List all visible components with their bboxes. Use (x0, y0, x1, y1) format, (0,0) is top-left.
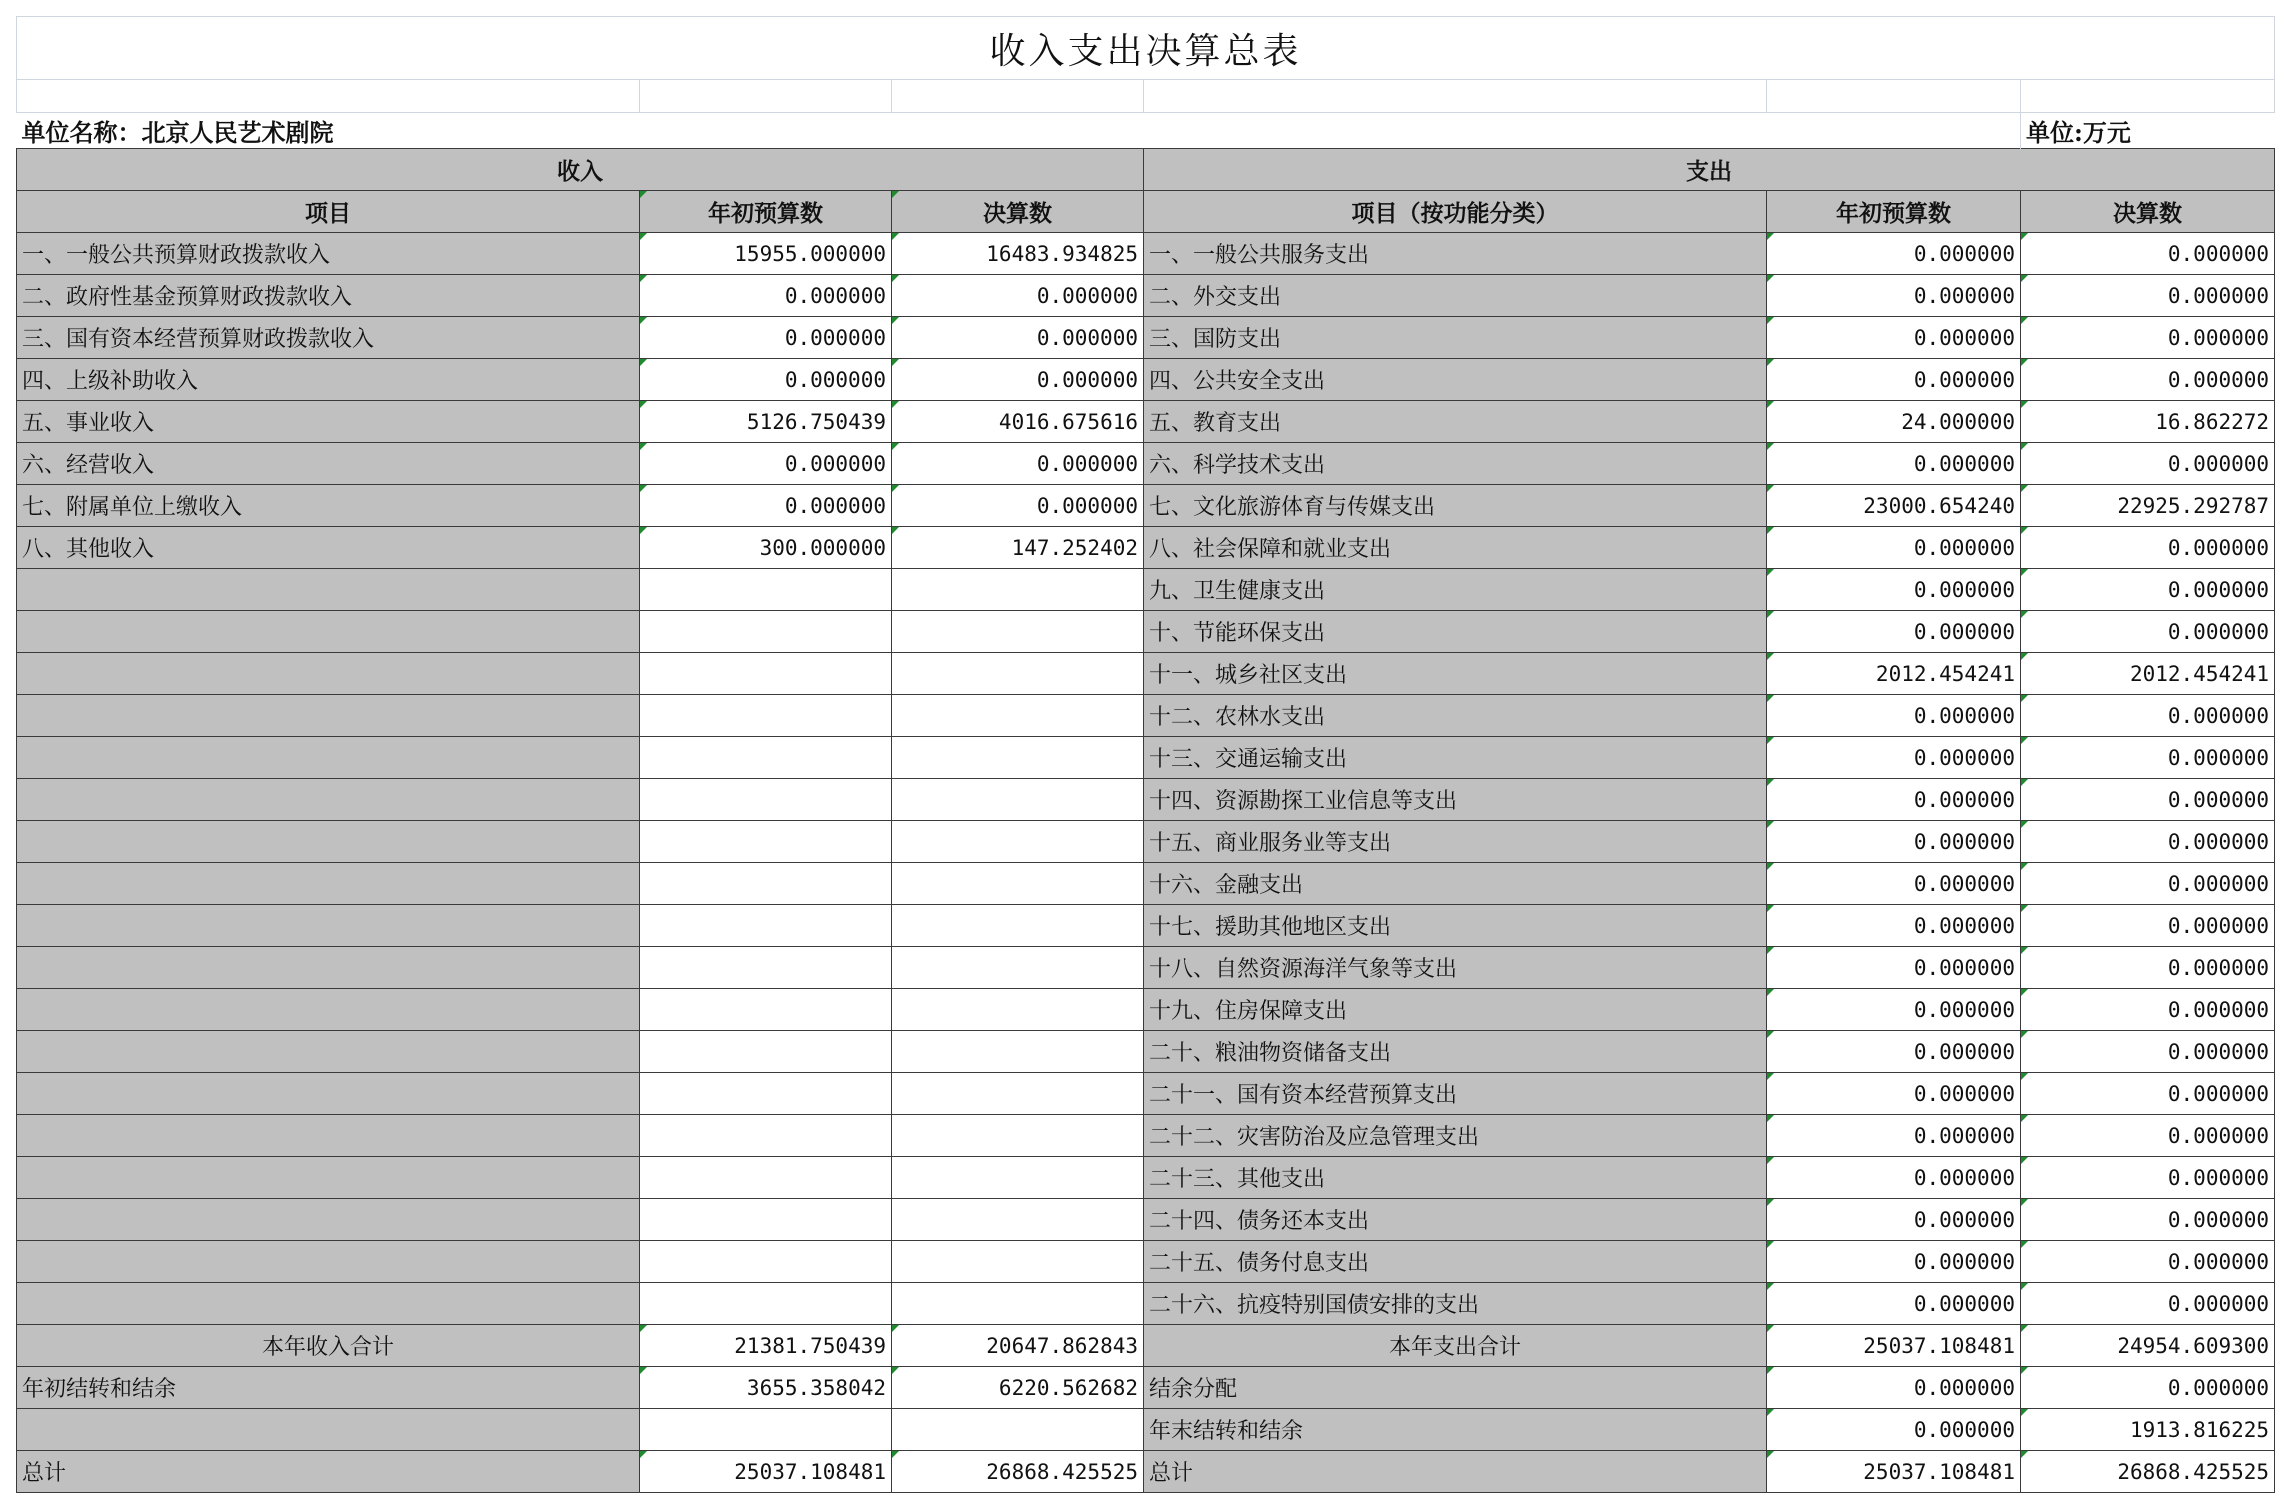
income-budget-cell[interactable] (640, 1115, 892, 1157)
expense-budget-cell[interactable]: 0.000000 (1767, 359, 2021, 401)
expense-final-cell[interactable]: 0.000000 (2021, 1199, 2275, 1241)
income-final-cell[interactable] (892, 863, 1144, 905)
table-row (17, 1241, 2275, 1283)
expense-summary-label[interactable]: 结余分配 (1144, 1367, 1767, 1409)
income-final-cell[interactable] (892, 905, 1144, 947)
income-item-cell[interactable]: 一、一般公共预算财政拨款收入 (17, 233, 640, 275)
income-budget-cell[interactable]: 0.000000 (640, 275, 892, 317)
income-item-cell[interactable] (17, 569, 640, 611)
income-budget-cell[interactable] (640, 1199, 892, 1241)
income-item-cell[interactable] (17, 1199, 640, 1241)
income-item-cell[interactable] (17, 1157, 640, 1199)
expense-item-cell[interactable]: 十四、资源勘探工业信息等支出 (1144, 779, 1767, 821)
expense-summary-label[interactable]: 总计 (1144, 1451, 1767, 1493)
table-row (17, 695, 2275, 737)
expense-item-cell[interactable]: 二十二、灾害防治及应急管理支出 (1144, 1115, 1767, 1157)
expense-final-cell[interactable]: 0.000000 (2021, 233, 2275, 275)
expense-item-cell[interactable]: 十三、交通运输支出 (1144, 737, 1767, 779)
expense-budget-cell[interactable]: 0.000000 (1767, 1115, 2021, 1157)
table-row (17, 1031, 2275, 1073)
income-final-cell[interactable] (892, 1073, 1144, 1115)
table-row (17, 989, 2275, 1031)
expense-item-cell[interactable]: 二十六、抗疫特别国债安排的支出 (1144, 1283, 1767, 1325)
table-row (17, 359, 2275, 401)
summary-row (17, 1325, 2275, 1367)
expense-budget-cell[interactable]: 23000.654240 (1767, 485, 2021, 527)
expense-item-cell[interactable]: 五、教育支出 (1144, 401, 1767, 443)
expense-summary-budget[interactable]: 0.000000 (1767, 1367, 2021, 1409)
empty-cell[interactable] (640, 80, 892, 113)
income-budget-cell[interactable] (640, 1241, 892, 1283)
expense-budget-cell[interactable]: 0.000000 (1767, 821, 2021, 863)
income-final-cell[interactable] (892, 1157, 1144, 1199)
income-item-cell[interactable]: 六、经营收入 (17, 443, 640, 485)
expense-final-cell[interactable]: 16.862272 (2021, 401, 2275, 443)
income-item-cell[interactable]: 七、附属单位上缴收入 (17, 485, 640, 527)
empty-cell[interactable] (892, 80, 1144, 113)
expense-item-cell[interactable]: 三、国防支出 (1144, 317, 1767, 359)
income-item-cell[interactable] (17, 863, 640, 905)
expense-budget-cell[interactable]: 0.000000 (1767, 569, 2021, 611)
summary-row (17, 1409, 2275, 1451)
empty-cell[interactable] (1144, 80, 1767, 113)
table-row (17, 527, 2275, 569)
income-item-cell[interactable] (17, 947, 640, 989)
income-final-cell[interactable] (892, 1283, 1144, 1325)
expense-budget-cell[interactable]: 0.000000 (1767, 1199, 2021, 1241)
income-budget-cell[interactable] (640, 611, 892, 653)
income-section-header: 收入 (17, 149, 1144, 191)
income-budget-header: 年初预算数 (640, 191, 892, 233)
table-row (17, 569, 2275, 611)
expense-budget-cell[interactable]: 0.000000 (1767, 1157, 2021, 1199)
income-budget-cell[interactable] (640, 989, 892, 1031)
income-final-cell[interactable] (892, 653, 1144, 695)
expense-final-cell[interactable]: 0.000000 (2021, 989, 2275, 1031)
expense-budget-cell[interactable]: 0.000000 (1767, 317, 2021, 359)
expense-item-header: 项目（按功能分类） (1144, 191, 1767, 233)
income-budget-cell[interactable] (640, 1073, 892, 1115)
income-budget-cell[interactable]: 5126.750439 (640, 401, 892, 443)
unit-name: 单位名称：北京人民艺术剧院 (21, 118, 334, 147)
income-budget-cell[interactable] (640, 1283, 892, 1325)
income-item-cell[interactable] (17, 989, 640, 1031)
table-row (17, 401, 2275, 443)
income-final-cell[interactable] (892, 737, 1144, 779)
income-budget-cell[interactable]: 0.000000 (640, 443, 892, 485)
expense-budget-cell[interactable]: 0.000000 (1767, 989, 2021, 1031)
income-final-cell[interactable] (892, 779, 1144, 821)
income-summary-budget[interactable] (640, 1409, 892, 1451)
expense-item-cell[interactable]: 四、公共安全支出 (1144, 359, 1767, 401)
income-final-cell[interactable] (892, 821, 1144, 863)
income-budget-cell[interactable]: 0.000000 (640, 317, 892, 359)
income-item-cell[interactable] (17, 1073, 640, 1115)
income-final-cell[interactable]: 4016.675616 (892, 401, 1144, 443)
expense-final-cell[interactable]: 0.000000 (2021, 611, 2275, 653)
income-budget-cell[interactable]: 15955.000000 (640, 233, 892, 275)
income-budget-cell[interactable] (640, 1031, 892, 1073)
income-budget-cell[interactable]: 300.000000 (640, 527, 892, 569)
expense-budget-cell[interactable]: 0.000000 (1767, 947, 2021, 989)
expense-item-cell[interactable]: 二十一、国有资本经营预算支出 (1144, 1073, 1767, 1115)
income-budget-cell[interactable] (640, 905, 892, 947)
expense-final-cell[interactable]: 0.000000 (2021, 1283, 2275, 1325)
budget-table (16, 16, 2275, 1493)
income-summary-label[interactable] (17, 1409, 640, 1451)
expense-final-cell[interactable]: 22925.292787 (2021, 485, 2275, 527)
income-final-cell[interactable]: 0.000000 (892, 317, 1144, 359)
table-row (17, 653, 2275, 695)
income-summary-final[interactable]: 26868.425525 (892, 1451, 1144, 1493)
expense-budget-cell[interactable]: 0.000000 (1767, 527, 2021, 569)
expense-budget-header: 年初预算数 (1767, 191, 2021, 233)
expense-final-cell[interactable]: 0.000000 (2021, 947, 2275, 989)
expense-budget-cell[interactable]: 0.000000 (1767, 233, 2021, 275)
empty-cell[interactable] (2021, 80, 2275, 113)
table-row (17, 317, 2275, 359)
income-budget-cell[interactable] (640, 1157, 892, 1199)
expense-budget-cell[interactable]: 0.000000 (1767, 443, 2021, 485)
income-item-cell[interactable] (17, 1115, 640, 1157)
expense-summary-budget[interactable]: 25037.108481 (1767, 1325, 2021, 1367)
expense-final-cell[interactable]: 0.000000 (2021, 527, 2275, 569)
expense-item-cell[interactable]: 十七、援助其他地区支出 (1144, 905, 1767, 947)
page-title: 收入支出决算总表 (17, 17, 2275, 80)
expense-final-cell[interactable]: 0.000000 (2021, 1157, 2275, 1199)
income-summary-budget[interactable]: 25037.108481 (640, 1451, 892, 1493)
expense-final-cell[interactable]: 0.000000 (2021, 1031, 2275, 1073)
income-budget-cell[interactable] (640, 947, 892, 989)
expense-item-cell[interactable]: 二、外交支出 (1144, 275, 1767, 317)
table-row (17, 275, 2275, 317)
expense-budget-cell[interactable]: 0.000000 (1767, 275, 2021, 317)
expense-final-cell[interactable]: 0.000000 (2021, 275, 2275, 317)
income-item-cell[interactable] (17, 695, 640, 737)
income-budget-cell[interactable] (640, 821, 892, 863)
income-item-cell[interactable]: 八、其他收入 (17, 527, 640, 569)
income-final-cell[interactable]: 0.000000 (892, 359, 1144, 401)
expense-budget-cell[interactable]: 0.000000 (1767, 1283, 2021, 1325)
expense-summary-budget[interactable]: 25037.108481 (1767, 1451, 2021, 1493)
income-item-cell[interactable] (17, 1283, 640, 1325)
expense-summary-final[interactable]: 24954.609300 (2021, 1325, 2275, 1367)
income-budget-cell[interactable] (640, 863, 892, 905)
expense-item-cell[interactable]: 十、节能环保支出 (1144, 611, 1767, 653)
table-row (17, 443, 2275, 485)
expense-final-cell[interactable]: 0.000000 (2021, 359, 2275, 401)
expense-final-cell[interactable]: 0.000000 (2021, 695, 2275, 737)
income-final-header: 决算数 (892, 191, 1144, 233)
income-budget-cell[interactable] (640, 653, 892, 695)
expense-final-cell[interactable]: 0.000000 (2021, 569, 2275, 611)
income-final-cell[interactable] (892, 695, 1144, 737)
table-row (17, 1283, 2275, 1325)
table-row (17, 821, 2275, 863)
expense-final-cell[interactable]: 0.000000 (2021, 779, 2275, 821)
income-item-cell[interactable] (17, 737, 640, 779)
expense-budget-cell[interactable]: 0.000000 (1767, 1031, 2021, 1073)
income-summary-final[interactable]: 6220.562682 (892, 1367, 1144, 1409)
spreadsheet (16, 16, 2274, 1493)
expense-final-header: 决算数 (2021, 191, 2275, 233)
expense-budget-cell[interactable]: 0.000000 (1767, 1241, 2021, 1283)
expense-final-cell[interactable]: 0.000000 (2021, 821, 2275, 863)
expense-item-cell[interactable]: 七、文化旅游体育与传媒支出 (1144, 485, 1767, 527)
expense-item-cell[interactable]: 六、科学技术支出 (1144, 443, 1767, 485)
table-row (17, 863, 2275, 905)
income-item-header: 项目 (17, 191, 640, 233)
income-summary-final[interactable] (892, 1409, 1144, 1451)
expense-final-cell[interactable]: 0.000000 (2021, 443, 2275, 485)
empty-cell[interactable] (17, 80, 640, 113)
income-final-cell[interactable] (892, 989, 1144, 1031)
expense-summary-label[interactable]: 年末结转和结余 (1144, 1409, 1767, 1451)
income-final-cell[interactable] (892, 1199, 1144, 1241)
expense-budget-cell[interactable]: 0.000000 (1767, 1073, 2021, 1115)
income-budget-cell[interactable] (640, 695, 892, 737)
income-item-cell[interactable] (17, 821, 640, 863)
expense-summary-budget[interactable]: 0.000000 (1767, 1409, 2021, 1451)
expense-budget-cell[interactable]: 0.000000 (1767, 611, 2021, 653)
expense-final-cell[interactable]: 0.000000 (2021, 1115, 2275, 1157)
expense-item-cell[interactable]: 一、一般公共服务支出 (1144, 233, 1767, 275)
empty-cell[interactable] (1767, 80, 2021, 113)
income-summary-label[interactable]: 本年收入合计 (17, 1325, 640, 1367)
expense-final-cell[interactable]: 0.000000 (2021, 1241, 2275, 1283)
income-item-cell[interactable] (17, 653, 640, 695)
income-item-cell[interactable] (17, 1241, 640, 1283)
expense-summary-final[interactable]: 0.000000 (2021, 1367, 2275, 1409)
summary-row (17, 1367, 2275, 1409)
income-final-cell[interactable] (892, 1241, 1144, 1283)
expense-summary-final[interactable]: 1913.816225 (2021, 1409, 2275, 1451)
income-final-cell[interactable] (892, 1115, 1144, 1157)
expense-final-cell[interactable]: 0.000000 (2021, 905, 2275, 947)
expense-budget-cell[interactable]: 0.000000 (1767, 737, 2021, 779)
expense-item-cell[interactable]: 九、卫生健康支出 (1144, 569, 1767, 611)
income-item-cell[interactable]: 五、事业收入 (17, 401, 640, 443)
expense-item-cell[interactable]: 十二、农林水支出 (1144, 695, 1767, 737)
income-budget-cell[interactable]: 0.000000 (640, 359, 892, 401)
income-budget-cell[interactable] (640, 737, 892, 779)
income-summary-label[interactable]: 总计 (17, 1451, 640, 1493)
expense-item-cell[interactable]: 二十三、其他支出 (1144, 1157, 1767, 1199)
income-budget-cell[interactable] (640, 779, 892, 821)
income-final-cell[interactable]: 0.000000 (892, 275, 1144, 317)
expense-final-cell[interactable]: 0.000000 (2021, 863, 2275, 905)
expense-budget-cell[interactable]: 2012.454241 (1767, 653, 2021, 695)
table-row (17, 1115, 2275, 1157)
table-row (17, 611, 2275, 653)
income-final-cell[interactable] (892, 947, 1144, 989)
expense-final-cell[interactable]: 0.000000 (2021, 1073, 2275, 1115)
income-final-cell[interactable] (892, 1031, 1144, 1073)
income-item-cell[interactable]: 三、国有资本经营预算财政拨款收入 (17, 317, 640, 359)
expense-item-cell[interactable]: 十一、城乡社区支出 (1144, 653, 1767, 695)
expense-item-cell[interactable]: 十六、金融支出 (1144, 863, 1767, 905)
expense-budget-cell[interactable]: 0.000000 (1767, 905, 2021, 947)
expense-item-cell[interactable]: 十八、自然资源海洋气象等支出 (1144, 947, 1767, 989)
table-row (17, 485, 2275, 527)
income-summary-budget[interactable]: 21381.750439 (640, 1325, 892, 1367)
table-row (17, 779, 2275, 821)
expense-item-cell[interactable]: 二十四、债务还本支出 (1144, 1199, 1767, 1241)
table-row (17, 1157, 2275, 1199)
expense-budget-cell[interactable]: 0.000000 (1767, 779, 2021, 821)
table-row (17, 233, 2275, 275)
expense-budget-cell[interactable]: 24.000000 (1767, 401, 2021, 443)
income-final-cell[interactable] (892, 611, 1144, 653)
expense-item-cell[interactable]: 十五、商业服务业等支出 (1144, 821, 1767, 863)
income-summary-final[interactable]: 20647.862843 (892, 1325, 1144, 1367)
income-item-cell[interactable] (17, 611, 640, 653)
income-item-cell[interactable] (17, 1031, 640, 1073)
income-item-cell[interactable]: 四、上级补助收入 (17, 359, 640, 401)
income-final-cell[interactable]: 0.000000 (892, 443, 1144, 485)
income-summary-label[interactable]: 年初结转和结余 (17, 1367, 640, 1409)
expense-summary-final[interactable]: 26868.425525 (2021, 1451, 2275, 1493)
table-row (17, 1073, 2275, 1115)
expense-item-cell[interactable]: 二十五、债务付息支出 (1144, 1241, 1767, 1283)
expense-item-cell[interactable]: 十九、住房保障支出 (1144, 989, 1767, 1031)
income-final-cell[interactable] (892, 569, 1144, 611)
expense-budget-cell[interactable]: 0.000000 (1767, 695, 2021, 737)
income-item-cell[interactable]: 二、政府性基金预算财政拨款收入 (17, 275, 640, 317)
income-summary-budget[interactable]: 3655.358042 (640, 1367, 892, 1409)
income-final-cell[interactable]: 147.252402 (892, 527, 1144, 569)
expense-final-cell[interactable]: 0.000000 (2021, 317, 2275, 359)
expense-item-cell[interactable]: 八、社会保障和就业支出 (1144, 527, 1767, 569)
table-row (17, 947, 2275, 989)
table-row (17, 737, 2275, 779)
expense-item-cell[interactable]: 二十、粮油物资储备支出 (1144, 1031, 1767, 1073)
expense-final-cell[interactable]: 2012.454241 (2021, 653, 2275, 695)
income-item-cell[interactable] (17, 905, 640, 947)
table-row (17, 1199, 2275, 1241)
expense-summary-label[interactable]: 本年支出合计 (1144, 1325, 1767, 1367)
summary-row (17, 1451, 2275, 1493)
expense-final-cell[interactable]: 0.000000 (2021, 737, 2275, 779)
income-budget-cell[interactable]: 0.000000 (640, 485, 892, 527)
expense-section-header: 支出 (1144, 149, 2275, 191)
table-row (17, 905, 2275, 947)
unit-label: 单位:万元 (2021, 113, 2275, 149)
income-final-cell[interactable]: 0.000000 (892, 485, 1144, 527)
income-item-cell[interactable] (17, 779, 640, 821)
expense-budget-cell[interactable]: 0.000000 (1767, 863, 2021, 905)
income-final-cell[interactable]: 16483.934825 (892, 233, 1144, 275)
income-budget-cell[interactable] (640, 569, 892, 611)
